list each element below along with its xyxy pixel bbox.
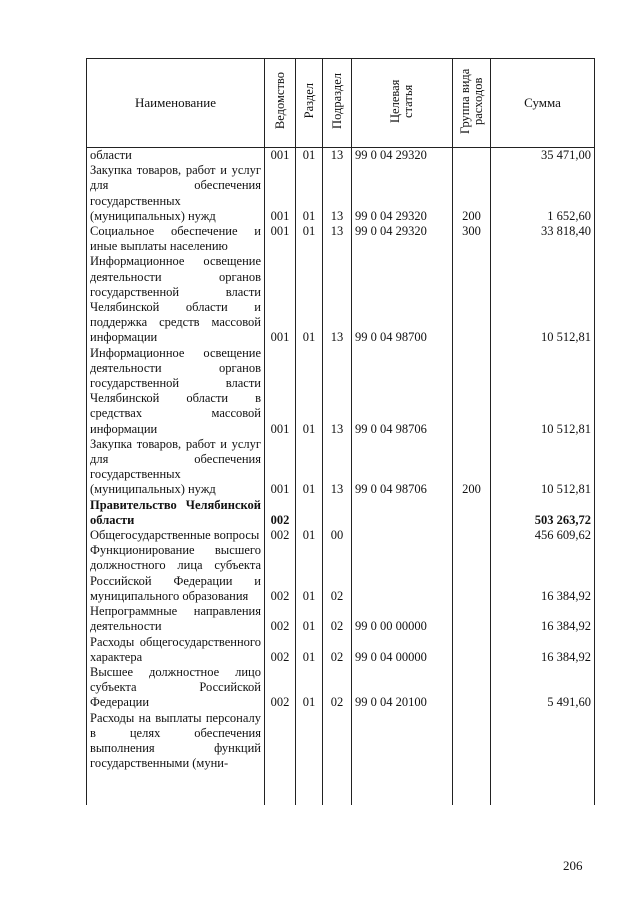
header-target (352, 59, 453, 148)
row-podrazdel: 02 (323, 635, 352, 665)
row-target: 99 0 04 29320 (352, 148, 453, 164)
table-row (87, 604, 595, 634)
row-target (352, 711, 453, 805)
row-razdel: 01 (296, 635, 323, 665)
row-sum: 10 512,81 (491, 346, 595, 437)
row-sum: 16 384,92 (491, 543, 595, 604)
row-razdel: 01 (296, 665, 323, 711)
row-name: Расходы на выплаты персоналу в целях обеспечения выполнения функций государственными (муни- (87, 711, 265, 805)
row-target: 99 0 04 98706 (352, 437, 453, 498)
row-name: Расходы общегосударственного характера (87, 635, 265, 665)
row-name: Высшее должностное лицо субъекта Российской Федерации (87, 665, 265, 711)
row-name: Информационное освещение деятельности органов государственной власти Челябинской области и поддержка средств массовой информации (87, 254, 265, 345)
row-target (352, 528, 453, 543)
row-razdel: 01 (296, 604, 323, 634)
row-ved: 002 (265, 665, 296, 711)
row-sum: 16 384,92 (491, 604, 595, 634)
row-sum: 10 512,81 (491, 437, 595, 498)
row-target: 99 0 04 20100 (352, 665, 453, 711)
row-podrazdel: 02 (323, 543, 352, 604)
table-row (87, 543, 595, 604)
row-razdel (296, 711, 323, 805)
budget-table-page (86, 58, 594, 805)
header-group-line2: расходов (470, 77, 485, 125)
header-podrazdel (323, 59, 352, 148)
row-razdel (296, 498, 323, 528)
row-name: Функционирование высшего должностного лица субъекта Российской Федерации и муниципального образования (87, 543, 265, 604)
table-row (87, 224, 595, 254)
page-number: 206 (563, 858, 583, 873)
header-vedomstvo (265, 59, 296, 148)
row-razdel: 01 (296, 543, 323, 604)
header-target-line2: статья (401, 84, 415, 118)
row-razdel: 01 (296, 224, 323, 254)
row-podrazdel: 13 (323, 254, 352, 345)
row-ved: 002 (265, 498, 296, 528)
row-sum: 5 491,60 (491, 665, 595, 711)
row-target: 99 0 04 98706 (352, 346, 453, 437)
row-group (453, 711, 491, 805)
row-name: Информационное освещение деятельности органов государственной власти Челябинской области в средствах массовой информации (87, 346, 265, 437)
row-razdel: 01 (296, 148, 323, 164)
row-sum: 503 263,72 (491, 498, 595, 528)
header-name-text: Наименование (135, 95, 216, 110)
row-group (453, 543, 491, 604)
row-ved: 001 (265, 148, 296, 164)
header-razdel-text: Раздел (301, 83, 316, 119)
row-target: 99 0 04 00000 (352, 635, 453, 665)
row-ved: 001 (265, 346, 296, 437)
row-podrazdel: 02 (323, 604, 352, 634)
row-group (453, 635, 491, 665)
row-razdel: 01 (296, 163, 323, 224)
row-group: 300 (453, 224, 491, 254)
row-ved: 001 (265, 254, 296, 345)
row-name: Закупка товаров, работ и услуг для обеспечения государственных (муниципальных) нужд (87, 437, 265, 498)
table-row (87, 254, 595, 345)
header-sum-text: Сумма (524, 95, 561, 110)
row-group (453, 346, 491, 437)
table-row (87, 148, 595, 164)
row-name: Непрограммные направления деятельности (87, 604, 265, 634)
row-target: 99 0 04 29320 (352, 224, 453, 254)
row-razdel: 01 (296, 346, 323, 437)
row-razdel: 01 (296, 254, 323, 345)
row-target: 99 0 04 29320 (352, 163, 453, 224)
header-razdel (296, 59, 323, 148)
row-sum: 456 609,62 (491, 528, 595, 543)
header-group-line1: Группа вида (457, 68, 472, 134)
row-name: Общегосударственные вопросы (87, 528, 265, 543)
table-row (87, 635, 595, 665)
row-target: 99 0 04 98700 (352, 254, 453, 345)
table-row (87, 528, 595, 543)
header-target-line1: Целевая (388, 79, 402, 123)
row-group (453, 148, 491, 164)
row-group (453, 604, 491, 634)
table-header-row (87, 59, 595, 148)
row-podrazdel: 13 (323, 224, 352, 254)
row-ved: 002 (265, 604, 296, 634)
row-podrazdel: 13 (323, 148, 352, 164)
header-sum (491, 59, 595, 148)
header-group (453, 59, 491, 148)
row-razdel: 01 (296, 437, 323, 498)
header-target-text (389, 61, 415, 141)
header-name (87, 59, 265, 148)
row-sum: 16 384,92 (491, 635, 595, 665)
table-row (87, 163, 595, 224)
row-sum: 33 818,40 (491, 224, 595, 254)
row-group (453, 498, 491, 528)
row-group (453, 528, 491, 543)
row-name: Правительство Челябинской области (87, 498, 265, 528)
row-name: Закупка товаров, работ и услуг для обеспечения государственных (муниципальных) нужд (87, 163, 265, 224)
row-ved (265, 711, 296, 805)
row-podrazdel (323, 711, 352, 805)
row-ved: 001 (265, 437, 296, 498)
table-row (87, 437, 595, 498)
row-ved: 002 (265, 543, 296, 604)
row-sum: 10 512,81 (491, 254, 595, 345)
row-podrazdel: 13 (323, 163, 352, 224)
row-ved: 002 (265, 528, 296, 543)
budget-table (86, 58, 595, 805)
table-row (87, 346, 595, 437)
row-group: 200 (453, 163, 491, 224)
row-sum: 1 652,60 (491, 163, 595, 224)
row-group: 200 (453, 437, 491, 498)
table-row (87, 711, 595, 805)
row-group (453, 254, 491, 345)
header-group-text (459, 61, 485, 141)
row-ved: 001 (265, 224, 296, 254)
row-razdel: 01 (296, 528, 323, 543)
row-podrazdel: 00 (323, 528, 352, 543)
row-podrazdel: 02 (323, 665, 352, 711)
row-podrazdel: 13 (323, 437, 352, 498)
row-target: 99 0 00 00000 (352, 604, 453, 634)
row-ved: 001 (265, 163, 296, 224)
row-podrazdel: 13 (323, 346, 352, 437)
row-sum: 35 471,00 (491, 148, 595, 164)
row-target (352, 498, 453, 528)
row-group (453, 665, 491, 711)
header-vedomstvo-text: Ведомство (272, 72, 287, 130)
row-name: Социальное обеспечение и иные выплаты населению (87, 224, 265, 254)
row-podrazdel (323, 498, 352, 528)
header-podrazdel-text: Подраздел (329, 73, 344, 129)
row-name: области (87, 148, 265, 164)
table-row (87, 665, 595, 711)
row-target (352, 543, 453, 604)
row-ved: 002 (265, 635, 296, 665)
table-row (87, 498, 595, 528)
row-sum (491, 711, 595, 805)
